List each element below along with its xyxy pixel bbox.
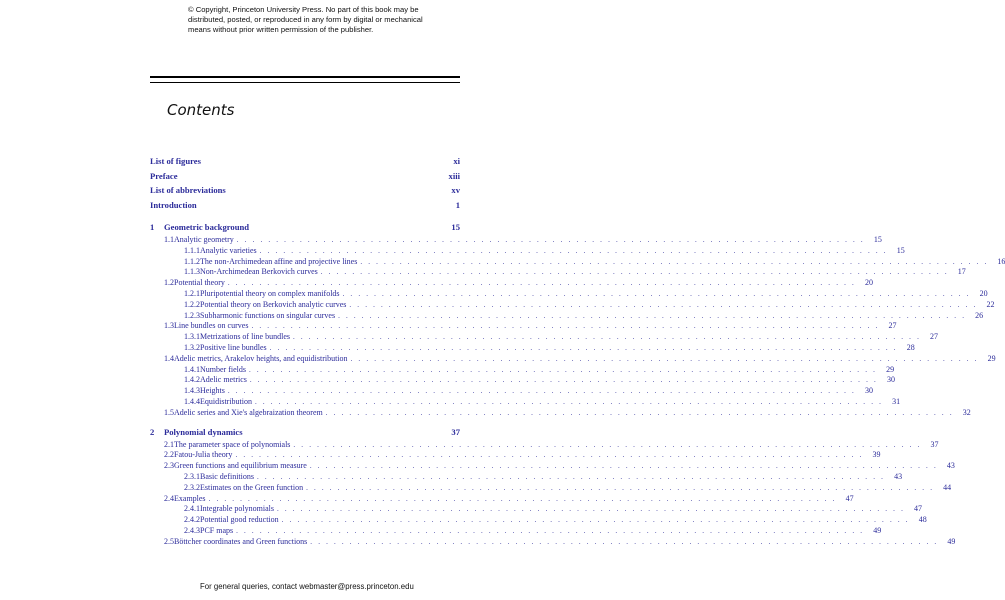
toc-entry-number: 2.5 <box>164 536 174 546</box>
dot-leader: . . . . . . . . . . . . . . . . . . . . . . . . . . . . . . . . . . . . . . . . . . . . . . . . . . . . . . . . . . . . . . . . . . . . . . . . . . . . . . . . <box>235 451 864 460</box>
toc-entry-title[interactable]: List of abbreviations <box>150 185 229 195</box>
toc-entry-number: 2.3.2 <box>184 482 200 492</box>
toc-subsection-entry[interactable] <box>150 482 952 494</box>
toc-entry-title[interactable]: The non-Archimedean affine and projective lines <box>200 257 360 266</box>
toc-entry-page[interactable]: 39 <box>864 450 881 459</box>
toc-entry-page[interactable]: 22 <box>977 300 994 309</box>
toc-entry-number: 2.4.2 <box>184 515 200 525</box>
dot-leader: . . . . . . . . . . . . . . . . . . . . . . . . . . . . . . . . . . . . . . . . . . . . . . . . . . . . . . . . . . . . . . . . . . . . . . . . . . . . . . . . <box>360 257 989 266</box>
dot-leader: . . . . . . . . . . . . . . . . . . . . . . . . . . . . . . . . . . . . . . . . . . . . . . . . . . . . . . . . . . . . . . . . . . . . . . . . . . . . . . . . <box>309 462 938 471</box>
copyright-notice: © Copyright, Princeton University Press. No part of this book may be distributed, posted, or reproduced in any form by digital or mechanical means without prior written permission of the publisher. <box>188 5 423 34</box>
toc-subsection-entry[interactable] <box>150 471 903 483</box>
toc-entry-page[interactable]: 26 <box>966 311 983 320</box>
toc-front-matter-entry[interactable] <box>150 171 460 186</box>
toc-entry-page[interactable]: 20 <box>971 289 988 298</box>
header-rule-thin <box>150 82 460 83</box>
chapter-gap <box>150 419 460 427</box>
toc-entry-title[interactable]: Heights <box>200 386 228 395</box>
chapter-gap <box>150 214 460 222</box>
toc-entry-title[interactable]: Geometric background <box>164 222 252 232</box>
toc-subsection-entry[interactable] <box>150 396 901 408</box>
toc-section-entry[interactable] <box>150 321 897 332</box>
toc-entry-number: 2.2 <box>164 450 174 460</box>
dot-leader: . . . . . . . . . . . . . . . . . . . . . . . . . . . . . . . . . . . . . . . . . . . . . . . . . . . . . . . . . . . . . . . . . . . . . . . . . . . . . . . . <box>293 440 922 449</box>
toc-entry-number: 1.2 <box>164 278 174 288</box>
toc-entry-number: 1.2.2 <box>184 299 200 309</box>
toc-entry-title[interactable]: Non-Archimedean Berkovich curves <box>200 267 321 276</box>
toc-entry-page[interactable]: 28 <box>898 343 915 352</box>
toc-subsection-entry[interactable] <box>150 299 995 311</box>
toc-front-matter-entry[interactable] <box>150 200 460 215</box>
toc-entry-page[interactable]: 44 <box>934 483 951 492</box>
toc-entry-page[interactable]: xiii <box>443 171 460 181</box>
toc-entry-number: 1.4.3 <box>184 386 200 396</box>
toc-front-matter-entry[interactable] <box>150 156 460 171</box>
dot-leader: . . . . . . . . . . . . . . . . . . . . . . . . . . . . . . . . . . . . . . . . . . . . . . . . . . . . . . . . . . . . . . . . . . . . . . . . . . . . . . . . <box>257 472 886 481</box>
table-of-contents <box>150 156 1005 548</box>
toc-entry-number: 1.5 <box>164 407 174 417</box>
toc-entry-title[interactable]: Number fields <box>200 365 249 374</box>
toc-entry-page[interactable]: 16 <box>988 257 1005 266</box>
toc-entry-page[interactable]: 30 <box>856 386 873 395</box>
toc-entry-page[interactable]: 43 <box>885 472 902 481</box>
toc-entry-page[interactable]: 29 <box>877 365 894 374</box>
toc-entry-title[interactable]: Adelic metrics <box>200 375 250 384</box>
toc-entry-number: 1.1.1 <box>184 245 200 255</box>
toc-entry-title[interactable]: Preface <box>150 171 181 181</box>
toc-entry-number: 2.3.1 <box>184 471 200 481</box>
toc-section-entry[interactable] <box>150 450 881 461</box>
toc-entry-page[interactable]: 15 <box>888 246 905 255</box>
toc-entry-title[interactable]: Adelic series and Xie's algebraization theorem <box>174 408 326 417</box>
toc-section-entry[interactable] <box>150 439 939 451</box>
dot-leader: . . . . . . . . . . . . . . . . . . . . . . . . . . . . . . . . . . . . . . . . . . . . . . . . . . . . . . . . . . . . . . . . . . . . . . . . . . . . . . . . <box>338 311 967 320</box>
toc-entry-page[interactable]: 31 <box>883 397 900 406</box>
toc-subsection-entry[interactable] <box>150 256 1005 268</box>
dot-leader: . . . . . . . . . . . . . . . . . . . . . . . . . . . . . . . . . . . . . . . . . . . . . . . . . . . . . . . . . . . . . . . . . . . . . . . . . . . . . . . . <box>281 516 910 525</box>
toc-subsection-entry[interactable] <box>150 375 895 386</box>
toc-entry-number: 1.3 <box>164 321 174 331</box>
toc-entry-page[interactable]: 32 <box>954 408 971 417</box>
toc-entry-number: 2.4 <box>164 493 174 503</box>
toc-entry-title[interactable]: Metrizations of line bundles <box>200 332 293 341</box>
toc-subsection-entry[interactable] <box>150 515 927 526</box>
toc-entry-title[interactable]: Line bundles on curves <box>174 321 251 330</box>
toc-entry-page[interactable]: 15 <box>443 222 460 232</box>
toc-entry-title[interactable]: The parameter space of polynomials <box>174 440 293 449</box>
toc-subsection-entry[interactable] <box>150 525 882 537</box>
dot-leader: . . . . . . . . . . . . . . . . . . . . . . . . . . . . . . . . . . . . . . . . . . . . . . . . . . . . . . . . . . . . . . . . . . . . . . . . . . . . . . . . <box>325 408 954 417</box>
toc-entry-page[interactable]: 30 <box>878 375 895 384</box>
toc-entry-number: 1.3.2 <box>184 342 200 352</box>
toc-entry-title[interactable]: Integrable polynomials <box>200 504 277 513</box>
toc-entry-title[interactable]: Examples <box>174 494 209 503</box>
toc-entry-title[interactable]: List of figures <box>150 156 204 166</box>
dot-leader: . . . . . . . . . . . . . . . . . . . . . . . . . . . . . . . . . . . . . . . . . . . . . . . . . . . . . . . . . . . . . . . . . . . . . . . . . . . . . . . . <box>276 505 906 514</box>
toc-entry-page[interactable]: 27 <box>921 332 938 341</box>
toc-subsection-entry[interactable] <box>150 288 988 300</box>
toc-entry-title[interactable]: Equidistribution <box>200 397 255 406</box>
dot-leader: . . . . . . . . . . . . . . . . . . . . . . . . . . . . . . . . . . . . . . . . . . . . . . . . . . . . . . . . . . . . . . . . . . . . . . . . . . . . . . . . <box>227 279 856 288</box>
toc-entry-title[interactable]: Fatou-Julia theory <box>174 450 235 459</box>
toc-entry-number: 1.2.1 <box>184 288 200 298</box>
dot-leader: . . . . . . . . . . . . . . . . . . . . . . . . . . . . . . . . . . . . . . . . . . . . . . . . . . . . . . . . . . . . . . . . . . . . . . . . . . . . . . . . <box>259 246 888 255</box>
toc-entry-page[interactable]: xi <box>443 156 460 166</box>
toc-entry-page[interactable]: 47 <box>905 504 922 513</box>
toc-entry-title[interactable]: Subharmonic functions on singular curves <box>200 311 338 320</box>
toc-entry-page[interactable]: 1 <box>443 200 460 210</box>
toc-entry-number: 2.4.1 <box>184 504 200 514</box>
dot-leader: . . . . . . . . . . . . . . . . . . . . . . . . . . . . . . . . . . . . . . . . . . . . . . . . . . . . . . . . . . . . . . . . . . . . . . . . . . . . . . . . <box>342 289 971 298</box>
toc-entry-title[interactable]: Potential theory on Berkovich analytic curves <box>200 300 349 309</box>
toc-entry-number: 1.4.1 <box>184 364 200 374</box>
toc-section-entry[interactable] <box>150 278 873 289</box>
toc-section-entry[interactable] <box>150 235 882 246</box>
toc-entry-number: 1.4.2 <box>184 375 200 385</box>
toc-subsection-entry[interactable] <box>150 245 905 257</box>
dot-leader: . . . . . . . . . . . . . . . . . . . . . . . . . . . . . . . . . . . . . . . . . . . . . . . . . . . . . . . . . . . . . . . . . . . . . . . . . . . . . . . . <box>249 376 878 385</box>
toc-entry-number: 1.1 <box>164 235 174 244</box>
toc-entry-number: 1.2.3 <box>184 310 200 320</box>
page-title: Contents <box>167 101 235 119</box>
toc-entry-title[interactable]: Analytic geometry <box>174 235 237 244</box>
toc-subsection-entry[interactable] <box>150 332 939 343</box>
toc-front-matter-entry[interactable] <box>150 185 460 200</box>
toc-entry-title[interactable]: Potential theory <box>174 278 228 287</box>
toc-entry-page[interactable]: 20 <box>856 278 873 287</box>
toc-subsection-entry[interactable] <box>150 310 984 322</box>
toc-subsection-entry[interactable] <box>150 504 923 515</box>
toc-entry-title[interactable]: Pluripotential theory on complex manifolds <box>200 289 343 298</box>
dot-leader: . . . . . . . . . . . . . . . . . . . . . . . . . . . . . . . . . . . . . . . . . . . . . . . . . . . . . . . . . . . . . . . . . . . . . . . . . . . . . . . . <box>350 354 979 363</box>
dot-leader: . . . . . . . . . . . . . . . . . . . . . . . . . . . . . . . . . . . . . . . . . . . . . . . . . . . . . . . . . . . . . . . . . . . . . . . . . . . . . . . . <box>349 300 978 309</box>
toc-section-entry[interactable] <box>150 407 971 419</box>
toc-entry-title[interactable]: PCF maps <box>200 526 236 535</box>
toc-entry-page[interactable]: 29 <box>979 354 996 363</box>
toc-chapter-entry[interactable] <box>150 427 460 440</box>
toc-section-entry[interactable] <box>150 493 854 505</box>
dot-leader: . . . . . . . . . . . . . . . . . . . . . . . . . . . . . . . . . . . . . . . . . . . . . . . . . . . . . . . . . . . . . . . . . . . . . . . . . . . . . . . . <box>236 236 865 244</box>
toc-section-entry[interactable] <box>150 461 955 472</box>
toc-entry-page[interactable]: 47 <box>837 494 854 503</box>
toc-entry-number: 1.4 <box>164 353 174 363</box>
toc-entry-number: 2.4.3 <box>184 525 200 535</box>
dot-leader: . . . . . . . . . . . . . . . . . . . . . . . . . . . . . . . . . . . . . . . . . . . . . . . . . . . . . . . . . . . . . . . . . . . . . . . . . . . . . . . . <box>249 365 878 374</box>
toc-entry-title[interactable]: Estimates on the Green function <box>200 483 306 492</box>
toc-subsection-entry[interactable] <box>150 267 966 278</box>
toc-entry-page[interactable]: 49 <box>864 526 881 535</box>
toc-entry-number: 1 <box>150 222 155 232</box>
toc-entry-title[interactable]: Positive line bundles <box>200 343 270 352</box>
toc-entry-number: 1.4.4 <box>184 396 200 406</box>
toc-chapter-entry[interactable] <box>150 222 460 235</box>
footer-contact: For general queries, contact webmaster@press.princeton.edu <box>200 582 414 591</box>
toc-entry-number: 2.3 <box>164 461 174 471</box>
toc-entry-page[interactable]: 49 <box>938 537 955 546</box>
toc-entry-title[interactable]: Polynomial dynamics <box>164 427 246 437</box>
toc-entry-page[interactable]: 48 <box>910 515 927 524</box>
toc-entry-title[interactable]: Böttcher coordinates and Green functions <box>174 537 310 546</box>
toc-entry-title[interactable]: Basic definitions <box>200 472 257 481</box>
toc-entry-page[interactable]: 15 <box>865 235 882 244</box>
header-rule <box>150 76 460 78</box>
toc-entry-number: 2.1 <box>164 439 174 449</box>
toc-subsection-entry[interactable] <box>150 364 895 376</box>
dot-leader: . . . . . . . . . . . . . . . . . . . . . . . . . . . . . . . . . . . . . . . . . . . . . . . . . . . . . . . . . . . . . . . . . . . . . . . . . . . . . . . . <box>320 268 949 277</box>
toc-entry-title[interactable]: Green functions and equilibrium measure <box>174 461 310 470</box>
toc-section-entry[interactable] <box>150 353 996 365</box>
dot-leader: . . . . . . . . . . . . . . . . . . . . . . . . . . . . . . . . . . . . . . . . . . . . . . . . . . . . . . . . . . . . . . . . . . . . . . . . . . . . . . . . <box>269 343 898 352</box>
toc-entry-number: 2 <box>150 426 155 437</box>
toc-entry-number: 1.1.2 <box>184 256 200 266</box>
toc-entry-page[interactable]: 37 <box>443 427 460 437</box>
toc-entry-title[interactable]: Potential good reduction <box>200 515 282 524</box>
toc-entry-number: 1.3.1 <box>184 332 200 342</box>
toc-entry-title[interactable]: Introduction <box>150 200 200 210</box>
dot-leader: . . . . . . . . . . . . . . . . . . . . . . . . . . . . . . . . . . . . . . . . . . . . . . . . . . . . . . . . . . . . . . . . . . . . . . . . . . . . . . . . <box>310 537 939 546</box>
dot-leader: . . . . . . . . . . . . . . . . . . . . . . . . . . . . . . . . . . . . . . . . . . . . . . . . . . . . . . . . . . . . . . . . . . . . . . . . . . . . . . . . <box>236 526 865 535</box>
toc-entry-title[interactable]: Analytic varieties <box>200 246 260 255</box>
toc-entry-page[interactable]: 27 <box>880 321 897 330</box>
toc-entry-page[interactable]: 37 <box>921 440 938 449</box>
toc-entry-page[interactable]: 43 <box>938 461 955 470</box>
toc-subsection-entry[interactable] <box>150 386 873 397</box>
dot-leader: . . . . . . . . . . . . . . . . . . . . . . . . . . . . . . . . . . . . . . . . . . . . . . . . . . . . . . . . . . . . . . . . . . . . . . . . . . . . . . . . <box>251 322 880 331</box>
dot-leader: . . . . . . . . . . . . . . . . . . . . . . . . . . . . . . . . . . . . . . . . . . . . . . . . . . . . . . . . . . . . . . . . . . . . . . . . . . . . . . . . <box>227 387 856 396</box>
toc-subsection-entry[interactable] <box>150 342 915 354</box>
toc-entry-page[interactable]: xv <box>443 185 460 195</box>
toc-entry-number: 1.1.3 <box>184 267 200 277</box>
dot-leader: . . . . . . . . . . . . . . . . . . . . . . . . . . . . . . . . . . . . . . . . . . . . . . . . . . . . . . . . . . . . . . . . . . . . . . . . . . . . . . . . <box>255 397 884 406</box>
dot-leader: . . . . . . . . . . . . . . . . . . . . . . . . . . . . . . . . . . . . . . . . . . . . . . . . . . . . . . . . . . . . . . . . . . . . . . . . . . . . . . . . <box>208 494 837 503</box>
dot-leader: . . . . . . . . . . . . . . . . . . . . . . . . . . . . . . . . . . . . . . . . . . . . . . . . . . . . . . . . . . . . . . . . . . . . . . . . . . . . . . . . <box>306 483 935 492</box>
dot-leader: . . . . . . . . . . . . . . . . . . . . . . . . . . . . . . . . . . . . . . . . . . . . . . . . . . . . . . . . . . . . . . . . . . . . . . . . . . . . . . . . <box>292 333 922 342</box>
toc-entry-title[interactable]: Adelic metrics, Arakelov heights, and equidistribution <box>174 354 351 363</box>
toc-section-entry[interactable] <box>150 536 956 548</box>
toc-entry-page[interactable]: 17 <box>949 267 966 276</box>
